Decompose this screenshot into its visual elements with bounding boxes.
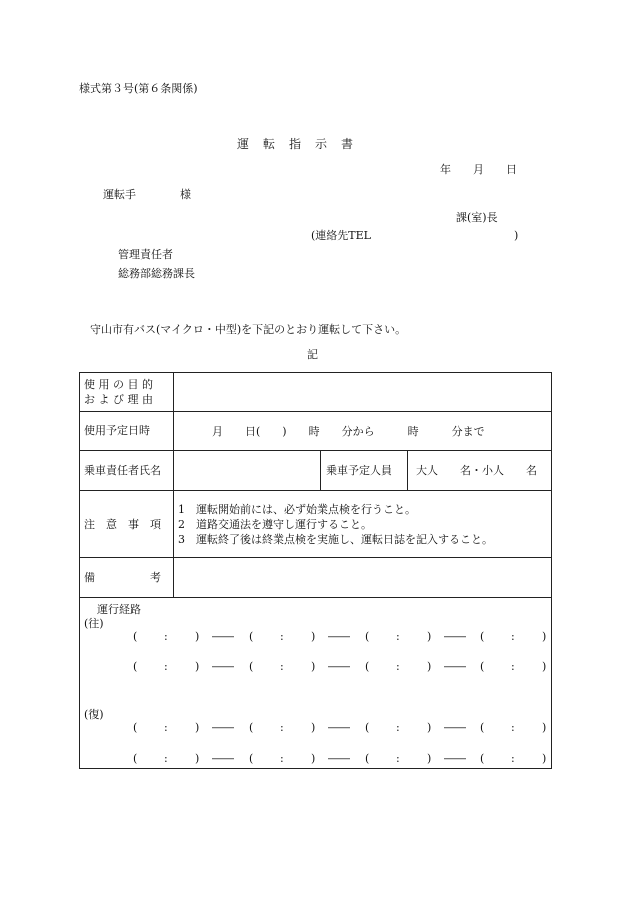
route-open-paren: ( bbox=[480, 660, 485, 673]
responsible-field[interactable] bbox=[176, 453, 318, 487]
route-open-paren: ( bbox=[249, 660, 254, 673]
manager-label: 管理責任者 bbox=[118, 248, 173, 261]
route-close-paren: ) bbox=[311, 660, 316, 673]
date-line: 年 月 日 bbox=[440, 163, 517, 176]
route-open-paren: ( bbox=[365, 752, 370, 765]
route-connector-dash: ―― bbox=[328, 660, 350, 673]
route-time-colon: : bbox=[396, 721, 400, 734]
route-connector-dash: ―― bbox=[444, 660, 466, 673]
note-item-2: 2 道路交通法を遵守し運行すること。 bbox=[178, 518, 372, 531]
route-connector-dash: ―― bbox=[212, 752, 234, 765]
route-row[interactable] bbox=[80, 722, 553, 736]
route-row[interactable] bbox=[80, 631, 553, 645]
route-open-paren: ( bbox=[133, 752, 138, 765]
route-close-paren: ) bbox=[542, 721, 547, 734]
route-close-paren: ) bbox=[195, 660, 200, 673]
passengers-value[interactable]: 大人 名・小人 名 bbox=[416, 464, 537, 477]
route-close-paren: ) bbox=[427, 660, 432, 673]
route-open-paren: ( bbox=[249, 630, 254, 643]
purpose-label-line2: お よ び 理 由 bbox=[84, 393, 153, 406]
route-close-paren: ) bbox=[311, 752, 316, 765]
route-close-paren: ) bbox=[195, 630, 200, 643]
route-open-paren: ( bbox=[133, 630, 138, 643]
route-time-colon: : bbox=[164, 660, 168, 673]
route-close-paren: ) bbox=[427, 630, 432, 643]
route-open-paren: ( bbox=[365, 721, 370, 734]
route-time-colon: : bbox=[164, 630, 168, 643]
route-connector-dash: ―― bbox=[212, 630, 234, 643]
instruction-text: 守山市有バス(マイクロ・中型)を下記のとおり運転して下さい。 bbox=[90, 323, 407, 336]
route-close-paren: ) bbox=[427, 721, 432, 734]
route-time-colon: : bbox=[511, 660, 515, 673]
route-open-paren: ( bbox=[365, 630, 370, 643]
route-open-paren: ( bbox=[365, 660, 370, 673]
route-time-colon: : bbox=[280, 752, 284, 765]
route-open-paren: ( bbox=[249, 752, 254, 765]
responsible-label: 乗車責任者氏名 bbox=[84, 464, 161, 477]
route-open-paren: ( bbox=[480, 630, 485, 643]
route-row[interactable] bbox=[80, 753, 553, 767]
return-label: (復) bbox=[84, 708, 104, 721]
route-connector-dash: ―― bbox=[328, 721, 350, 734]
route-connector-dash: ―― bbox=[444, 752, 466, 765]
route-open-paren: ( bbox=[480, 752, 485, 765]
route-close-paren: ) bbox=[195, 752, 200, 765]
route-close-paren: ) bbox=[542, 752, 547, 765]
notes-label: 注 意 事 項 bbox=[84, 518, 161, 531]
schedule-value[interactable]: 月 日( ) 時 分から 時 分まで bbox=[212, 425, 485, 438]
route-open-paren: ( bbox=[480, 721, 485, 734]
manager-name: 総務部総務課長 bbox=[118, 267, 195, 280]
schedule-label: 使用予定日時 bbox=[84, 424, 150, 437]
route-time-colon: : bbox=[511, 721, 515, 734]
passengers-label: 乗車予定人員 bbox=[326, 464, 392, 477]
route-time-colon: : bbox=[396, 752, 400, 765]
route-close-paren: ) bbox=[311, 721, 316, 734]
route-time-colon: : bbox=[396, 660, 400, 673]
form-number: 様式第３号(第６条関係) bbox=[79, 82, 198, 95]
document-title: 運 転 指 示 書 bbox=[237, 137, 355, 151]
route-connector-dash: ―― bbox=[444, 721, 466, 734]
instruction-table bbox=[79, 372, 552, 769]
route-close-paren: ) bbox=[195, 721, 200, 734]
route-connector-dash: ―― bbox=[328, 630, 350, 643]
route-time-colon: : bbox=[280, 660, 284, 673]
route-connector-dash: ―― bbox=[444, 630, 466, 643]
route-time-colon: : bbox=[396, 630, 400, 643]
route-connector-dash: ―― bbox=[212, 660, 234, 673]
route-connector-dash: ―― bbox=[212, 721, 234, 734]
note-item-3: 3 運転終了後は終業点検を実施し、運転日誌を記入すること。 bbox=[178, 533, 493, 546]
ki-label: 記 bbox=[307, 348, 318, 361]
route-time-colon: : bbox=[164, 752, 168, 765]
contact-line: (連絡先TEL ) bbox=[311, 229, 519, 242]
route-close-paren: ) bbox=[427, 752, 432, 765]
route-connector-dash: ―― bbox=[328, 752, 350, 765]
route-time-colon: : bbox=[280, 630, 284, 643]
purpose-field[interactable] bbox=[176, 375, 548, 409]
route-time-colon: : bbox=[164, 721, 168, 734]
route-time-colon: : bbox=[280, 721, 284, 734]
route-open-paren: ( bbox=[133, 721, 138, 734]
note-item-1: 1 運転開始前には、必ず始業点検を行うこと。 bbox=[178, 503, 416, 516]
route-close-paren: ) bbox=[311, 630, 316, 643]
driver-line: 運転手 様 bbox=[103, 188, 191, 201]
route-open-paren: ( bbox=[249, 721, 254, 734]
purpose-label-line1: 使 用 の 目 的 bbox=[84, 378, 153, 391]
remarks-field[interactable] bbox=[176, 560, 548, 594]
route-open-paren: ( bbox=[133, 660, 138, 673]
route-close-paren: ) bbox=[542, 660, 547, 673]
route-time-colon: : bbox=[511, 630, 515, 643]
remarks-label: 備 考 bbox=[84, 571, 161, 584]
route-row[interactable] bbox=[80, 661, 553, 675]
route-close-paren: ) bbox=[542, 630, 547, 643]
route-label: 運行経路 bbox=[97, 603, 141, 616]
route-time-colon: : bbox=[511, 752, 515, 765]
dept-line: 課(室)長 bbox=[456, 211, 498, 224]
outbound-label: (往) bbox=[84, 617, 104, 630]
